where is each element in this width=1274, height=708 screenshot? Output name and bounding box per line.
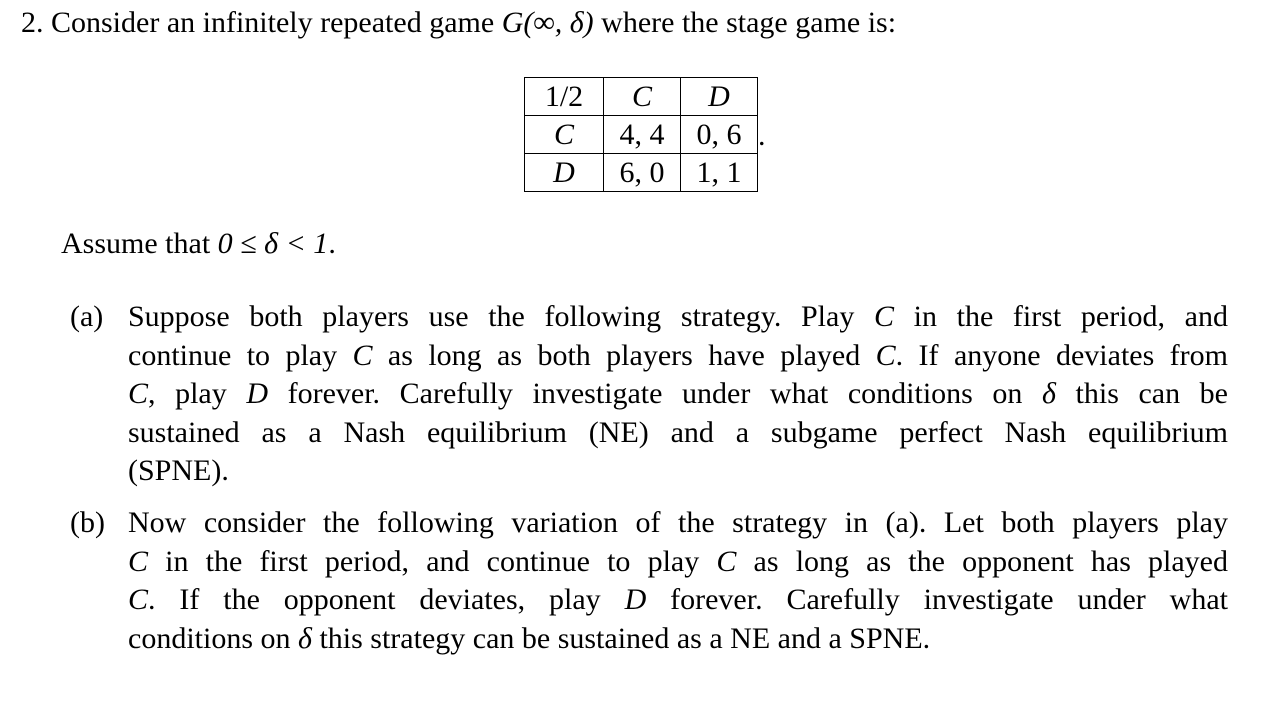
text-segment: (SPNE). bbox=[128, 454, 229, 487]
math-symbol: D bbox=[624, 583, 647, 616]
row-label-c: C bbox=[525, 116, 604, 154]
assumption-text: Assume that bbox=[61, 227, 211, 260]
part-b bbox=[70, 504, 1228, 658]
text-segment: in the first period, and bbox=[893, 300, 1228, 333]
text-segment: forever. Carefully investigate under what bbox=[646, 583, 1228, 616]
part-a-label: (a) bbox=[70, 300, 104, 333]
column-header-d: D bbox=[681, 78, 758, 116]
part-a-line bbox=[128, 298, 1228, 337]
text-segment: . If anyone deviates from bbox=[895, 338, 1228, 372]
text-segment: conditions on bbox=[128, 621, 298, 655]
assumption-math: 0 ≤ δ < 1 bbox=[217, 227, 329, 260]
math-symbol: D bbox=[246, 377, 269, 410]
part-a-line bbox=[128, 452, 1228, 491]
math-symbol: δ bbox=[298, 621, 312, 655]
matrix-corner-label: 1/2 bbox=[525, 78, 604, 116]
math-symbol: C bbox=[873, 300, 894, 333]
math-symbol: C bbox=[128, 544, 149, 578]
part-a-line bbox=[128, 375, 1228, 414]
part-b-line bbox=[128, 543, 1228, 582]
math-symbol: C bbox=[352, 338, 373, 372]
column-header-c: C bbox=[604, 78, 681, 116]
question-header bbox=[21, 4, 896, 43]
part-a-line bbox=[128, 337, 1228, 376]
header-text-2: where the stage game is: bbox=[601, 6, 897, 39]
part-b-label: (b) bbox=[70, 506, 105, 539]
math-symbol: C bbox=[128, 583, 149, 616]
part-b-line bbox=[128, 620, 1228, 659]
part-a bbox=[70, 298, 1228, 491]
header-text-1: Consider an infinitely repeated game bbox=[51, 6, 495, 39]
text-segment: continue to play bbox=[128, 338, 353, 372]
text-segment: , play bbox=[148, 377, 247, 410]
part-b-line bbox=[128, 581, 1228, 620]
part-a-text bbox=[128, 298, 1228, 491]
row-label-d: D bbox=[525, 154, 604, 192]
text-segment: as long as the opponent has played bbox=[736, 544, 1228, 578]
text-segment: as long as both players have played bbox=[372, 338, 876, 372]
text-segment: . If the opponent deviates, play bbox=[148, 583, 625, 616]
part-a-line bbox=[128, 414, 1228, 453]
payoff-row-c bbox=[525, 116, 758, 154]
part-b-text bbox=[128, 504, 1228, 658]
question-number: 2. bbox=[21, 6, 44, 39]
math-symbol: C bbox=[128, 377, 149, 410]
part-b-line bbox=[128, 504, 1228, 543]
math-symbol: δ bbox=[1042, 377, 1056, 410]
game-symbol: G(∞, δ) bbox=[501, 6, 594, 39]
assumption-period: . bbox=[328, 227, 336, 260]
payoff-cell-dc: 6, 0 bbox=[604, 154, 681, 192]
text-segment: Suppose both players use the following strategy. Play bbox=[128, 300, 874, 333]
text-segment: this can be bbox=[1055, 377, 1228, 410]
assumption-line bbox=[61, 225, 336, 264]
payoff-header-row bbox=[525, 78, 758, 116]
text-segment: in the first period, and continue to play bbox=[148, 544, 717, 578]
payoff-row-d bbox=[525, 154, 758, 192]
table-trailing-period: . bbox=[758, 119, 766, 152]
payoff-cell-dd: 1, 1 bbox=[681, 154, 758, 192]
text-segment: forever. Carefully investigate under what conditions on bbox=[268, 377, 1042, 410]
text-segment: this strategy can be sustained as a NE and a SPNE. bbox=[311, 621, 931, 655]
math-symbol: C bbox=[875, 338, 896, 372]
payoff-cell-cd: 0, 6 bbox=[681, 116, 758, 154]
text-segment: Now consider the following variation of the strategy in (a). Let both players play bbox=[128, 506, 1228, 539]
payoff-cell-cc: 4, 4 bbox=[604, 116, 681, 154]
math-symbol: C bbox=[716, 544, 737, 578]
payoff-matrix bbox=[524, 77, 758, 192]
text-segment: sustained as a Nash equilibrium (NE) and a subgame perfect Nash equilibrium bbox=[128, 415, 1228, 449]
